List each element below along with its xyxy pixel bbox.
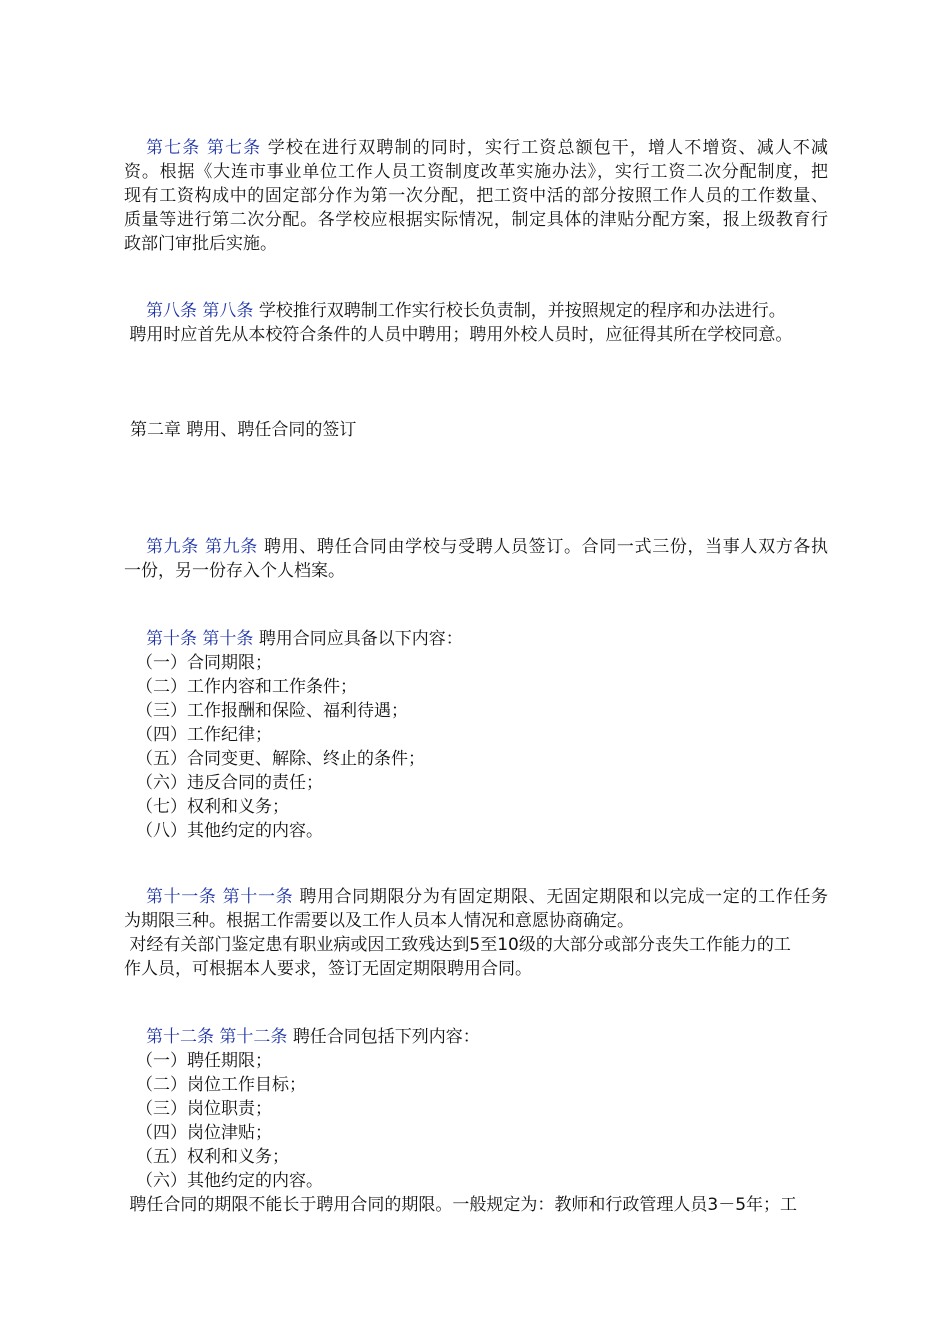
article-7-line-4: 质量等进行第二次分配。各学校应根据实际情况，制定具体的津贴分配方案，报上级教育行 [124, 210, 828, 230]
article-12-intro: 聘任合同包括下列内容： [292, 1027, 480, 1047]
list-item: （三）工作报酬和保险、福利待遇； [136, 701, 408, 721]
article-10-intro: 聘用合同应具备以下内容： [258, 629, 463, 649]
article-11-line-4: 作人员，可根据本人要求，签订无固定期限聘用合同。 [124, 959, 532, 979]
article-11-line-3: 对经有关部门鉴定患有职业病或因工致残达到5至10级的大部分或部分丧失工作能力的工 [124, 935, 791, 955]
article-7-line-2: 资。根据《大连市事业单位工作人员工资制度改革实施办法》，实行工资二次分配制度，把 [124, 162, 828, 182]
article-9-label-repeat: 第九条 [205, 537, 258, 557]
list-item: （五）合同变更、解除、终止的条件； [136, 749, 425, 769]
article-12-label-repeat: 第十二条 [219, 1027, 288, 1047]
article-8-line-1 [124, 299, 828, 323]
article-10 [124, 627, 828, 843]
chapter-2-title: 第二章 聘用、聘任合同的签订 [130, 420, 357, 440]
article-12-line-1 [124, 1025, 828, 1049]
article-9-line-2: 一份，另一份存入个人档案。 [124, 561, 345, 581]
list-item: （五）权利和义务； [136, 1147, 289, 1167]
article-12-label: 第十二条 [146, 1027, 214, 1047]
list-item: （二）工作内容和工作条件； [136, 677, 357, 697]
article-8-label-repeat: 第八条 [202, 301, 254, 321]
article-7-text: 学校在进行双聘制的同时，实行工资总额包干，增人不增资、减人不减 [267, 138, 829, 158]
article-8-text: 学校推行双聘制工作实行校长负责制，并按照规定的程序和办法进行。 [258, 301, 786, 321]
article-10-line-1 [124, 627, 828, 651]
article-7 [124, 136, 828, 256]
article-7-line-1 [124, 136, 828, 160]
article-8-line-2: 聘用时应首先从本校符合条件的人员中聘用；聘用外校人员时，应征得其所在学校同意。 [124, 325, 793, 345]
article-9-text: 聘用、聘任合同由学校与受聘人员签订。合同一式三份，当事人双方各执 [264, 537, 829, 557]
chapter-2 [124, 418, 828, 442]
article-7-label: 第七条 [146, 138, 201, 158]
list-item: （七）权利和义务； [136, 797, 289, 817]
list-item: （一）合同期限； [136, 653, 272, 673]
article-7-line-5: 政部门审批后实施。 [124, 234, 277, 254]
list-item: （四）岗位津贴； [136, 1123, 272, 1143]
list-item: （四）工作纪律； [136, 725, 272, 745]
article-10-label-repeat: 第十条 [202, 629, 254, 649]
article-11-line-1 [124, 885, 828, 909]
article-7-label-repeat: 第七条 [206, 138, 262, 158]
article-9 [124, 535, 828, 583]
article-11-line-2: 为期限三种。根据工作需要以及工作人员本人情况和意愿协商确定。 [124, 911, 634, 931]
list-item: （三）岗位职责； [136, 1099, 272, 1119]
article-11-label: 第十一条 [146, 887, 217, 907]
article-11 [124, 885, 828, 981]
article-9-line-1 [124, 535, 828, 559]
article-8-label: 第八条 [146, 301, 197, 321]
article-11-label-repeat: 第十一条 [222, 887, 294, 907]
list-item: （六）其他约定的内容。 [136, 1171, 323, 1191]
article-8 [124, 299, 828, 347]
article-12 [124, 1025, 828, 1217]
article-7-line-3: 现有工资构成中的固定部分作为第一次分配，把工资中活的部分按照工作人员的工作数量、 [124, 186, 828, 206]
list-item: （一）聘任期限； [136, 1051, 272, 1071]
list-item: （八）其他约定的内容。 [136, 821, 323, 841]
article-9-label: 第九条 [146, 537, 199, 557]
list-item: （六）违反合同的责任； [136, 773, 323, 793]
article-12-tail: 聘任合同的期限不能长于聘用合同的期限。一般规定为：教师和行政管理人员3－5年；工 [124, 1195, 798, 1215]
article-11-text: 聘用合同期限分为有固定期限、无固定期限和以完成一定的工作任务 [299, 887, 829, 907]
list-item: （二）岗位工作目标； [136, 1075, 306, 1095]
article-10-label: 第十条 [146, 629, 197, 649]
